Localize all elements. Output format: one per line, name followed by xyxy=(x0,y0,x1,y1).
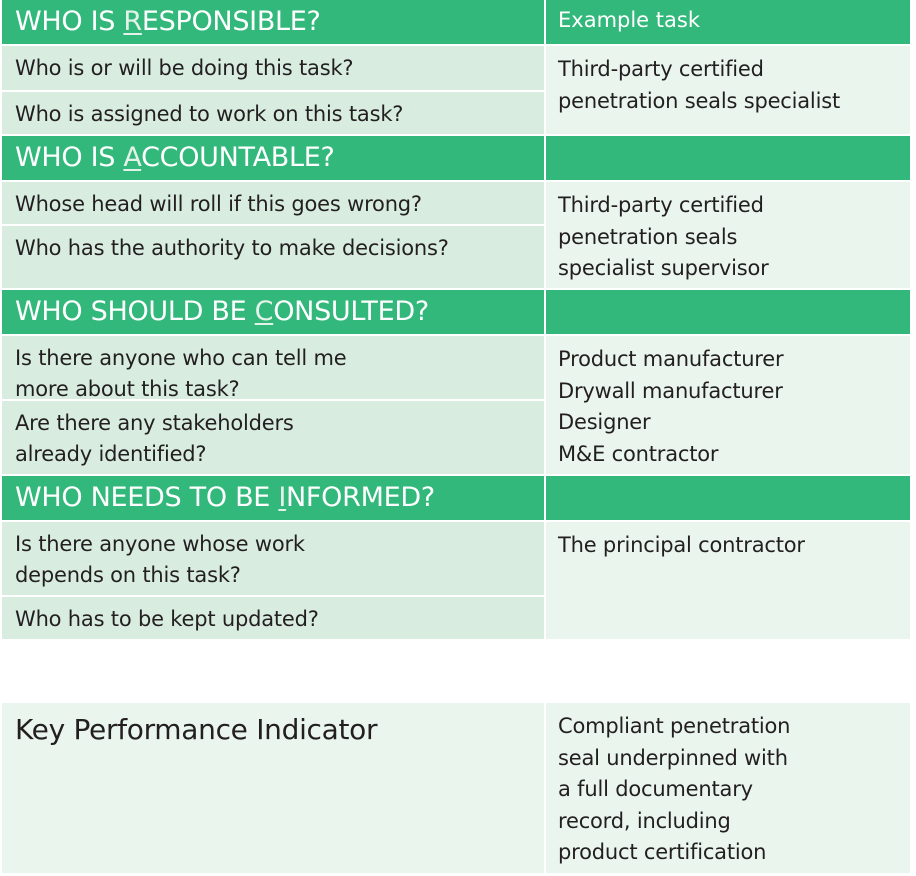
heading-text: ESPONSIBLE? xyxy=(141,6,321,37)
raci-table xyxy=(2,0,910,639)
answer-text: The principal contractor xyxy=(558,533,805,557)
section-body-informed xyxy=(2,522,910,639)
column-header: Example task xyxy=(546,0,910,44)
section-body-accountable xyxy=(2,182,910,288)
heading-text: CCOUNTABLE? xyxy=(141,142,335,173)
kpi-value-line: record, including xyxy=(558,808,731,833)
question-text: depends on this task? xyxy=(15,563,241,587)
heading-initial-letter: A xyxy=(123,142,142,173)
question-text: more about this task? xyxy=(15,377,240,401)
kpi-value-line: Compliant penetration xyxy=(558,714,791,738)
section-header-responsible xyxy=(2,0,910,44)
question-cell xyxy=(2,182,544,224)
question-text: Who is or will be doing this task? xyxy=(15,56,354,80)
heading-initial-letter: I xyxy=(278,482,287,513)
answer-text: Product manufacturer xyxy=(558,347,784,371)
answer-cell xyxy=(546,522,910,639)
question-text: Who has to be kept updated? xyxy=(15,607,319,631)
question-text: Is there anyone who can tell me xyxy=(15,346,347,370)
heading-text: WHO IS xyxy=(15,142,124,173)
kpi-value-line: a full documentary xyxy=(558,777,753,801)
heading-text: WHO SHOULD BE xyxy=(15,296,255,327)
section-heading xyxy=(2,290,544,334)
column-header xyxy=(546,476,910,520)
kpi-label: Key Performance Indicator xyxy=(2,703,544,873)
section-header-consulted xyxy=(2,290,910,334)
answer-text: M&E contractor xyxy=(558,441,719,466)
answer-text: penetration seals specialist xyxy=(558,88,840,113)
column-header xyxy=(546,290,910,334)
heading-initial-letter: R xyxy=(123,6,142,37)
answer-text: penetration seals xyxy=(558,224,738,249)
answer-text: Designer xyxy=(558,410,651,434)
heading-text: ONSULTED? xyxy=(273,296,429,327)
question-cell xyxy=(2,336,544,399)
section-heading xyxy=(2,136,544,180)
answer-cell xyxy=(546,46,910,134)
question-text: already identified? xyxy=(15,442,207,466)
kpi-row xyxy=(2,703,910,873)
heading-text: WHO NEEDS TO BE xyxy=(15,482,279,513)
heading-initial-letter: C xyxy=(254,296,274,327)
question-text: Whose head will roll if this goes wrong? xyxy=(15,192,422,216)
section-header-accountable xyxy=(2,136,910,180)
answer-text: specialist supervisor xyxy=(558,256,769,280)
kpi-value-line: product certification xyxy=(558,840,767,864)
column-header xyxy=(546,136,910,180)
heading-text: WHO IS xyxy=(15,6,124,37)
answer-cell xyxy=(546,336,910,474)
answer-text: Third-party certified xyxy=(558,57,764,81)
kpi-value-line: seal underpinned with xyxy=(558,745,788,770)
section-heading xyxy=(2,476,544,520)
answer-text: Drywall manufacturer xyxy=(558,378,783,403)
question-text: Are there any stakeholders xyxy=(15,411,294,435)
answer-cell xyxy=(546,182,910,288)
question-cell xyxy=(2,46,544,90)
question-text: Who is assigned to work on this task? xyxy=(15,102,404,126)
section-heading xyxy=(2,0,544,44)
section-body-consulted xyxy=(2,336,910,474)
question-cell xyxy=(2,597,544,639)
heading-text: NFORMED? xyxy=(286,482,435,513)
section-body-responsible xyxy=(2,46,910,134)
question-cell xyxy=(2,226,544,288)
question-cell xyxy=(2,522,544,595)
question-cell xyxy=(2,92,544,134)
question-text: Is there anyone whose work xyxy=(15,532,305,556)
section-header-informed xyxy=(2,476,910,520)
question-cell xyxy=(2,401,544,474)
question-text: Who has the authority to make decisions? xyxy=(15,236,449,260)
kpi-value xyxy=(546,703,910,873)
answer-text: Third-party certified xyxy=(558,193,764,217)
